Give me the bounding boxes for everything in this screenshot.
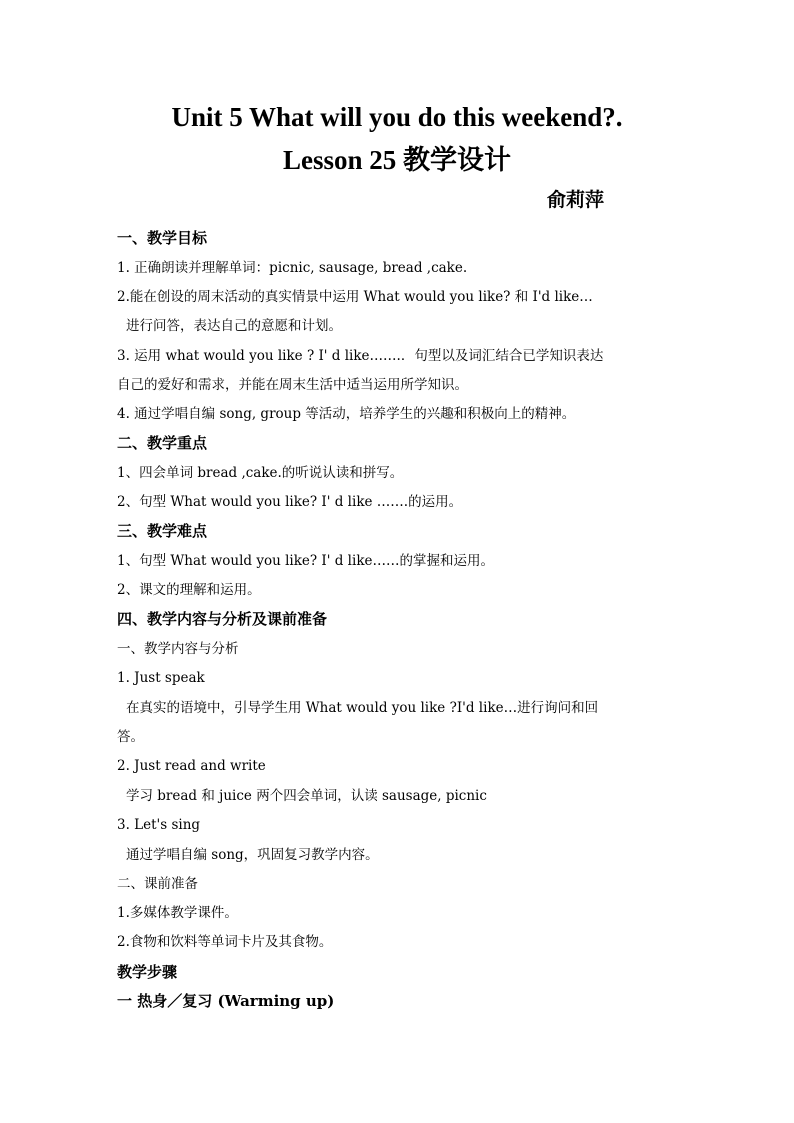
objective-item-2-continued: 进行问答，表达自己的意愿和计划。 [126,318,342,334]
objective-item-4: 4. 通过学唱自编 song, group 等活动，培养学生的兴趣和积极向上的精神。 [117,406,576,422]
objective-item-3: 3. 运用 what would you like ? I' d like…….．句型以及词汇结合已学知识表达 [117,348,604,364]
content-item-3-description: 通过学唱自编 song，巩固复习教学内容。 [126,847,379,863]
content-item-3: 3. Let's sing [117,817,201,833]
objective-item-1: 1. 正确朗读并理解单词：picnic, sausage, bread ,cake. [117,260,468,276]
author-name: 俞莉萍 [547,189,605,211]
difficulty-item-1: 1、句型 What would you like? I' d like……的掌握和运用。 [117,553,494,569]
document-title: Unit 5 What will you do this weekend?. [171,102,623,132]
subsection-heading-content-analysis: 一、教学内容与分析 [117,641,239,657]
section-heading-key-points: 二、教学重点 [117,434,208,452]
content-item-1-description-continued: 答。 [117,729,144,745]
preparation-item-2: 2.食物和饮料等单词卡片及其食物。 [117,934,333,950]
key-point-item-2: 2、句型 What would you like? I' d like …….的运用。 [117,494,463,510]
document-subtitle: Lesson 25 教学设计 [282,145,512,175]
content-item-2: 2. Just read and write [117,758,266,774]
content-item-1-description: 在真实的语境中，引导学生用 What would you like ?I'd like…进行询问和回 [126,700,599,716]
difficulty-item-2: 2、课文的理解和运用。 [117,582,261,598]
objective-item-2: 2.能在创设的周末活动的真实情景中运用 What would you like? 和 I'd like… [117,289,593,305]
section-heading-difficulties: 三、教学难点 [117,522,208,540]
content-item-1: 1. Just speak [117,670,205,686]
key-point-item-1: 1、四会单词 bread ,cake.的听说认读和拼写。 [117,465,404,481]
objective-item-3-continued: 自己的爱好和需求，并能在周末生活中适当运用所学知识。 [117,377,468,393]
section-heading-content-preparation: 四、教学内容与分析及课前准备 [117,610,328,628]
subsection-heading-preparation: 二、课前准备 [117,876,198,892]
step-heading-warming-up: 一 热身／复习 (Warming up) [117,992,335,1010]
section-heading-steps: 教学步骤 [117,963,178,981]
section-heading-objectives: 一、教学目标 [117,229,208,247]
content-item-2-description: 学习 bread 和 juice 两个四会单词，认读 sausage, picnic [126,788,487,804]
preparation-item-1: 1.多媒体教学课件。 [117,905,238,921]
